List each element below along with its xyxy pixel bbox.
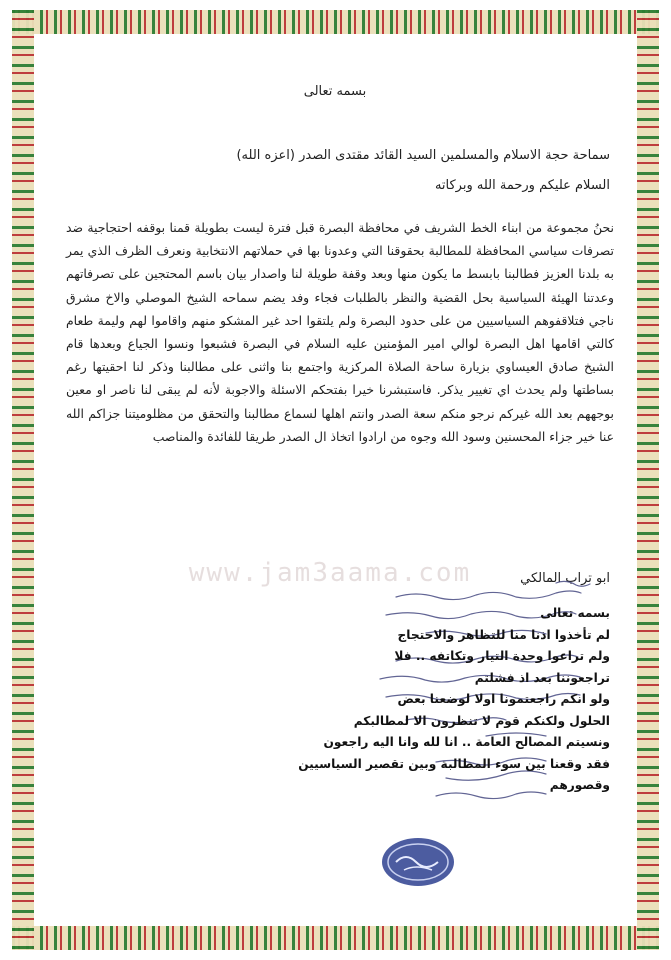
transcript-line: الحلول ولكنكم قوم لا تنظرون الا لمطالبكم (353, 713, 610, 728)
letter-addressee: سماحة حجة الاسلام والمسلمين السيد القائد مقتدى الصدر (اعزه الله) (236, 148, 610, 163)
decorative-border-right (637, 10, 659, 950)
letter-greeting: السلام عليكم ورحمة الله وبركاته (434, 178, 610, 193)
site-watermark: www.jam3aama.com (188, 558, 472, 588)
decorative-border-bottom (12, 926, 659, 950)
letter-signature: ابو تراب المالكي (520, 571, 610, 586)
transcript-line: وقصورهم (549, 778, 610, 792)
transcript-line: تراجعوننا بعد اذ فشلتم (474, 670, 610, 685)
letter-body: نحنُ مجموعة من ابناء الخط الشريف في محافظة البصرة قبل فترة ليست بطويلة قمنا بوقفه احتجاجية ضد تصرفات سياسي المحافظة للمطالبة بحقوقنا التي وعدونا بها في حملاتهم الانتخابية ونعرف الظرف الذي يمر به بلدنا العزيز فطالبنا بابسط ما يكون منها وبعد وقفة طويلة لنا واصدار بيان باسم المحتجين على تصرفاتهم وعدتنا الهيئة السياسية بحل القضية والنظر بالطلبات فجاء وفد يضم سماحه الشيخ الموصلي والاخ مشرق ناجي فتلاقفوهم السياسيين من على حدود البصرة ولم يلتقوا احد غير المشكو منهم واقاموا لهم وليمة طعام كالتي اقامها اهل البصرة لوالي امير المؤمنين عليه السلام في البصرة فشبعوا ونسوا الجياع وبعدها قام الشيخ صادق العيساوي بزيارة ساحة الصلاة المركزية واجتمع بنا واثنى على مطالبنا وذكر لنا احقيتها رغم بساطتها ولم يحدث اي تغيير يذكر. فاستبشرنا خيرا بفتحكم الاسئلة والاجوبة لأنه لم يبقى لنا ناصر او معين بوجههم بعد الله غيركم نرجو منكم سعة الصدر وانتم اهلها لسماع مطالبنا والتحقق من مظلوميتنا جزاكم الله عنا خير جزاء المحسنين وسود الله وجوه من ارادوا اتخاذ ال الصدر طريقا للفائدة والمناصب (66, 220, 614, 444)
transcript-line: لم تأخذوا اذنا منا للتظاهر والاحتجاج (397, 627, 610, 642)
decorative-border-left (12, 10, 34, 950)
transcript-line: ونسيتم المصالح العامة .. انا لله وانا اليه راجعون (323, 735, 610, 749)
transcript-line: ولو انكم راجعتمونا اولا لوضعنا بعض (397, 692, 610, 706)
letter-basmala: بسمه تعالى (303, 84, 367, 99)
official-seal (360, 800, 490, 910)
transcript-line: ولم تراعوا وحدة التيار وتكاتفه .. فلا (394, 649, 610, 663)
seal-stamp (360, 800, 490, 910)
transcript-line: بسمه تعالى (540, 606, 610, 620)
transcript-line: فقد وقعنا بين سوء المطالبة وبين تقصير السياسيين (298, 756, 610, 771)
decorative-border-top (12, 10, 659, 34)
reply-transcript (300, 603, 610, 797)
